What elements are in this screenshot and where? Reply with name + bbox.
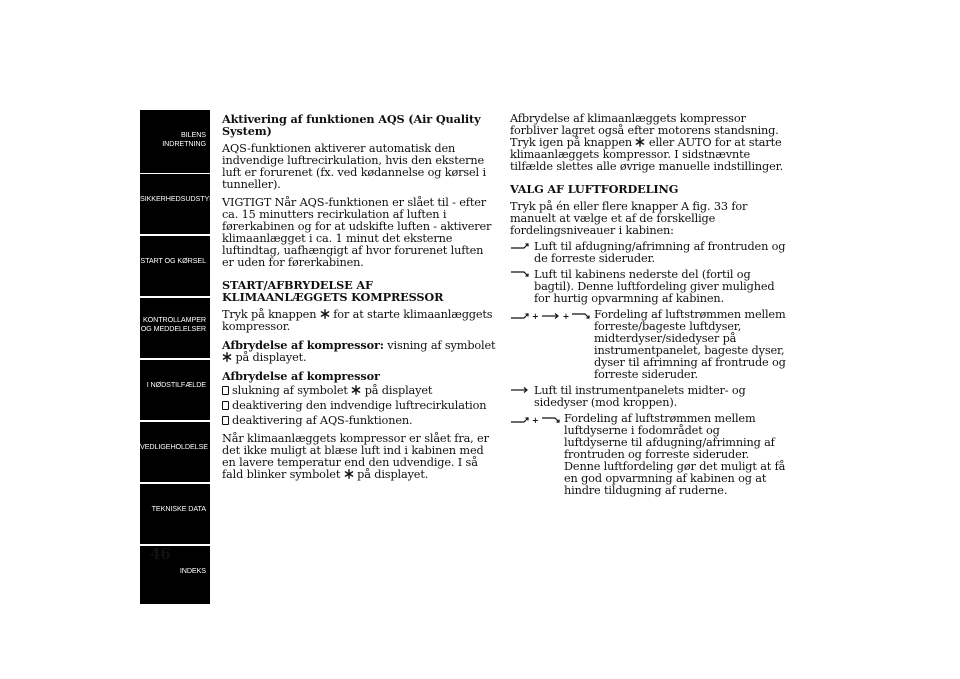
tab-label: SIKKERHEDSUDSTYR	[140, 194, 215, 203]
compressor-off-heading: Afbrydelse af kompressor	[222, 369, 380, 383]
tab-kontrollamper[interactable]	[140, 298, 210, 358]
snowflake-icon	[222, 352, 232, 362]
tab-label: VEDLIGEHOLDELSE	[140, 442, 209, 451]
tab-vedligeholdelse[interactable]	[140, 422, 210, 482]
aqs-paragraph-1: AQS-funktionen aktiverer automatisk den indvendige luftrecirkulation, hvis den eksterne luft er forurenet (fx. ved kødannelse og kørsel i tunneller).	[222, 142, 486, 191]
compressor-heading: START/AFBRYDELSE AF KLIMAANLÆGGETS KOMPRESSOR	[222, 278, 444, 304]
airflow-floor-windscreen-icon	[510, 414, 561, 426]
text-fragment: Fordeling af luftstrømmen mellem luftdyserne i fodområdet og luftdyserne til afdugning/afrimning af frontruden og forreste sideruder. Denne luftfordeling gør det muligt at få en god opvarmning af kabinen og at hindre tildugning af ruderne.	[564, 412, 786, 497]
text-fragment: Luft til kabinens nederste del (fortil og bagtil). Denne luftfordeling giver mulighed for hurtig opvarmning af kabinen.	[534, 268, 775, 305]
closing-paragraph	[222, 433, 498, 481]
compressor-paragraph	[222, 309, 498, 333]
tab-label: BILENS INDRETNING	[162, 130, 206, 148]
distribution-item-windscreen	[510, 241, 786, 265]
text-fragment: Når klimaanlæggets kompressor er slået fra, er det ikke muligt at blæse luft ind i kabinen med en lavere temperatur end den udvendige. I så fald blinker symbolet	[222, 432, 489, 481]
text-fragment: eller AUTO for at starte klimaanlæggets kompressor. I sidstnævnte tilfælde slettes alle øvrige manuelle indstillinger.	[510, 136, 784, 173]
airflow-floor-icon	[510, 270, 530, 278]
airflow-all-icon	[510, 310, 591, 322]
text-fragment: Luft til instrumentpanelets midter- og sidedyser (mod kroppen).	[534, 384, 746, 409]
plus-sign: +	[562, 311, 570, 321]
tab-i-nodstilfaelde[interactable]	[140, 360, 210, 420]
tab-start-og-korsel[interactable]	[140, 236, 210, 296]
text-fragment: på displayet.	[235, 351, 307, 364]
snowflake-icon	[320, 309, 330, 319]
snowflake-icon	[635, 137, 645, 147]
tab-label: START OG KØRSEL	[140, 256, 206, 265]
text-fragment: på displayet.	[357, 468, 429, 481]
text-column-left	[222, 113, 498, 487]
aqs-heading: Aktivering af funktionen AQS (Air Quality System)	[222, 112, 481, 138]
text-fragment: på displayet	[364, 384, 433, 397]
checkbox-bullet-icon	[222, 416, 229, 425]
tab-tekniske-data[interactable]	[140, 484, 210, 544]
plus-sign: +	[532, 415, 539, 425]
tab-label: KONTROLLAMPER OG MEDDELELSER	[140, 315, 206, 333]
airflow-windscreen-icon	[510, 242, 530, 250]
tab-sikkerhedsudstyr[interactable]	[140, 174, 215, 234]
tab-label: I NØDSTILFÆLDE	[146, 380, 206, 389]
tab-label: INDEKS	[179, 566, 206, 575]
tab-label: TEKNISKE DATA	[151, 504, 206, 513]
text-fragment: visning af symbolet	[387, 339, 496, 352]
air-distribution-heading: VALG AF LUFTFORDELING	[510, 182, 679, 196]
text-column-right	[510, 113, 786, 501]
aqs-paragraph-2: VIGTIGT Når AQS-funktionen er slået til - efter ca. 15 minutters recirkulation af luften i førerkabinen og for at udskifte luften - aktiverer klimaanlægget i ca. 1 minut det eksterne luftindtag, uafhængigt af hvor forurenet luften er uden for førerkabinen.	[222, 196, 492, 269]
text-fragment: Afbrydelse af klimaanlæggets kompressor forbliver lagret også efter motorens standsning. Tryk igen på knappen	[510, 112, 779, 149]
text-fragment: for at starte klimaanlæggets kompressor.	[222, 308, 493, 333]
text-fragment: Luft til afdugning/afrimning af frontruden og de forreste sideruder.	[534, 240, 786, 265]
snowflake-icon	[351, 385, 361, 395]
distribution-item-floor	[510, 269, 786, 305]
distribution-item-floor-windscreen	[510, 413, 786, 497]
text-fragment: slukning af symbolet	[232, 384, 348, 397]
checkbox-bullet-icon	[222, 401, 229, 410]
distribution-item-dashboard	[510, 385, 786, 409]
tab-bilens-indretning[interactable]	[140, 110, 210, 173]
checkbox-bullet-icon	[222, 386, 229, 395]
text-fragment: deaktivering den indvendige luftrecirkulation	[232, 399, 487, 412]
list-item	[222, 415, 498, 427]
compressor-off-paragraph	[222, 339, 498, 364]
snowflake-icon	[344, 469, 354, 479]
memory-paragraph	[510, 113, 786, 173]
airflow-dashboard-icon	[510, 386, 530, 394]
text-fragment: Fordeling af luftstrømmen mellem forreste/bageste luftdyser, midterdyser/sidedyser på instrumentpanelet, bageste dyser, dyser til afrimning af frontrude og forreste sideruder.	[594, 308, 786, 381]
text-fragment: deaktivering af AQS-funktionen.	[232, 414, 413, 427]
list-item	[222, 400, 498, 412]
plus-sign: +	[532, 311, 539, 321]
compressor-off-label: Afbrydelse af kompressor:	[222, 338, 384, 352]
air-distribution-intro: Tryk på én eller flere knapper A fig. 33 for manuelt at vælge et af de forskellige fordelingsniveauer i kabinen:	[510, 200, 748, 237]
distribution-item-all	[510, 309, 786, 381]
page-number: 46	[150, 545, 171, 563]
text-fragment: Tryk på knappen	[222, 308, 317, 321]
list-item	[222, 385, 498, 397]
